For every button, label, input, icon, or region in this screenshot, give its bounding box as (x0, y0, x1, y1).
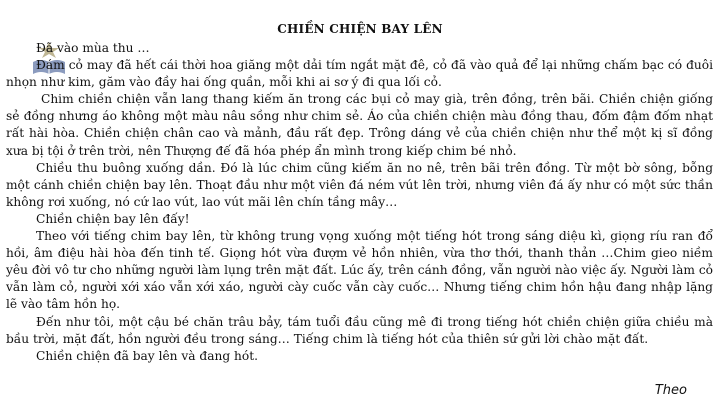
paragraph-5: Chiền chiện bay lên đấy! (36, 211, 190, 226)
paragraph-3: Chim chiền chiện vẫn lang thang kiếm ăn trong các bụi cỏ may già, trên đồng, trên bãi. Chiền chiện giống sẻ đồng nhưng áo không một màu nâu sồng như chim sẻ. Áo của chiền chiện màu đồng thau, đốm đậm đốm nhạt rất hài hòa. Chiền chiện chân cao và mảnh, đầu rất đẹp. Trông dáng vẻ của chiền chiện như thể một kị sĩ đồng xưa bị tội ở trên trời, nên Thượng đế đã hóa phép ẩn mình trong kiếp chim bé nhỏ. (6, 92, 713, 158)
document-body (6, 40, 713, 365)
paragraph-6: Theo với tiếng chim bay lên, từ không trung vọng xuống một tiếng hót trong sáng diệu kì, giọng ríu ran đổ hồi, âm điệu hài hòa đến tinh tế. Giọng hót vừa đượm vẻ hồn nhiên, vừa thơ thới, thanh thản …Chim gieo niềm yêu đời vô tư cho những người làm lụng trên mặt đất. Lúc ấy, trên cánh đồng, vẫn người nào việc ấy. Người làm cỏ vẫn làm cỏ, người xới xáo vẫn xới xáo, người cày cuốc vẫn cày cuốc… Nhưng tiếng chim hồn hậu đang nhập lặng lẽ vào tâm hồn họ. (6, 229, 713, 312)
paragraph-4: Chiều thu buông xuống dần. Đó là lúc chim cũng kiếm ăn no nê, trên bãi trên đồng. Từ một bờ sông, bỗng một cánh chiền chiện bay lên. Thoạt đầu như một viên đá ném vút lên trời, nhưng viên đá ấy như có một sức thần không rơi xuống, nó cứ lao vút, lao vút mãi lên chín tầng mây… (6, 160, 713, 209)
paragraph-7: Đến như tôi, một cậu bé chăn trâu bảy, tám tuổi đầu cũng mê đi trong tiếng hót chiền chiện giữa chiều mà bầu trời, mặt đất, hồn người đều trong sáng… Tiếng chim là tiếng hót của thiên sứ gửi lời chào mặt đất. (6, 314, 713, 346)
paragraph-8: Chiền chiện đã bay lên và đang hót. (36, 348, 258, 363)
author-credit: Theo (654, 383, 687, 398)
paragraph-2: Đám cỏ may đã hết cái thời hoa giăng một dải tím ngắt mặt đê, cỏ đã vào quả để lại những chấm bạc có đuôi nhọn như kim, găm vào đầy hai ống quần, mỗi khi ai sơ ý đi qua lối cỏ. (6, 58, 713, 90)
document-title: CHIỀN CHIỆN BAY LÊN (277, 22, 443, 36)
paragraph-1: Đã vào mùa thu … (36, 41, 150, 55)
